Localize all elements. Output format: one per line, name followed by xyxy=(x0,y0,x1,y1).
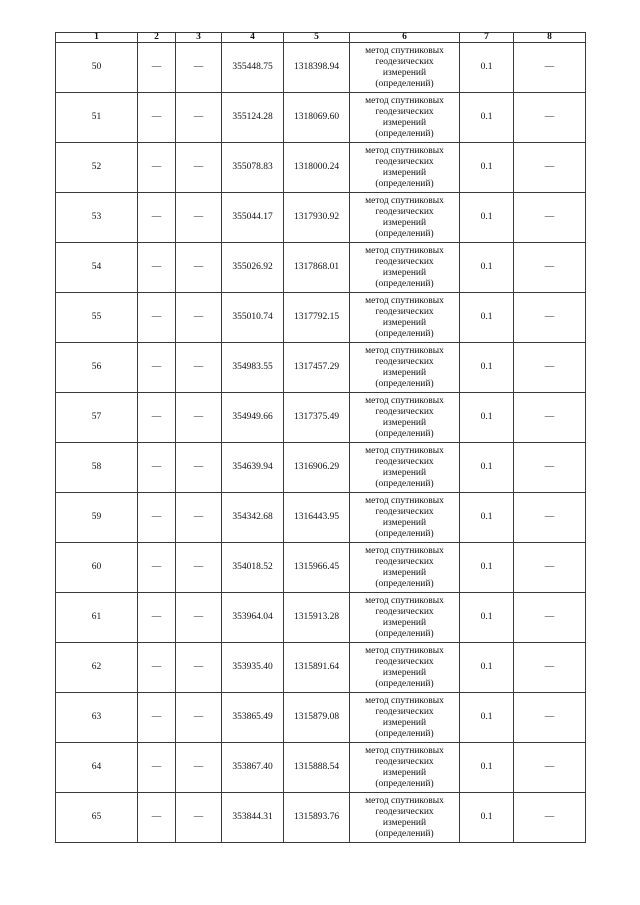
method-cell xyxy=(350,793,460,843)
col-8-cell: — xyxy=(514,293,586,343)
method-line: измерений xyxy=(382,267,427,278)
y-coordinate-cell: 1317792.15 xyxy=(284,293,350,343)
col-8-cell: — xyxy=(514,43,586,93)
point-number-cell: 60 xyxy=(56,543,138,593)
x-coordinate-cell: 354949.66 xyxy=(222,393,284,443)
header-col-6: 6 xyxy=(350,33,460,43)
col-8-cell: — xyxy=(514,393,586,443)
table-row xyxy=(56,293,586,343)
method-line: метод спутниковых xyxy=(365,245,444,256)
method-line: метод спутниковых xyxy=(365,95,444,106)
x-coordinate-cell: 355044.17 xyxy=(222,193,284,243)
col-3-cell: — xyxy=(176,143,222,193)
point-number-cell: 62 xyxy=(56,643,138,693)
x-coordinate-cell: 354639.94 xyxy=(222,443,284,493)
x-coordinate-cell: 353964.04 xyxy=(222,593,284,643)
accuracy-cell: 0.1 xyxy=(460,143,514,193)
table-row xyxy=(56,193,586,243)
col-3-cell: — xyxy=(176,193,222,243)
x-coordinate-cell: 355010.74 xyxy=(222,293,284,343)
method-line: (определений) xyxy=(375,128,434,139)
y-coordinate-cell: 1318000.24 xyxy=(284,143,350,193)
method-cell xyxy=(350,493,460,543)
col-8-cell: — xyxy=(514,443,586,493)
point-number-cell: 52 xyxy=(56,143,138,193)
col-8-cell: — xyxy=(514,743,586,793)
accuracy-cell: 0.1 xyxy=(460,543,514,593)
col-2-cell: — xyxy=(138,393,176,443)
method-line: (определений) xyxy=(375,628,434,639)
method-line: измерений xyxy=(382,467,427,478)
method-line: метод спутниковых xyxy=(365,545,444,556)
col-2-cell: — xyxy=(138,43,176,93)
col-3-cell: — xyxy=(176,593,222,643)
accuracy-cell: 0.1 xyxy=(460,43,514,93)
accuracy-cell: 0.1 xyxy=(460,593,514,643)
method-line: измерений xyxy=(382,217,427,228)
col-8-cell: — xyxy=(514,93,586,143)
y-coordinate-cell: 1315893.76 xyxy=(284,793,350,843)
method-cell xyxy=(350,543,460,593)
col-8-cell: — xyxy=(514,193,586,243)
method-cell xyxy=(350,143,460,193)
table-row xyxy=(56,93,586,143)
accuracy-cell: 0.1 xyxy=(460,343,514,393)
table-row xyxy=(56,643,586,693)
method-cell xyxy=(350,743,460,793)
table-row xyxy=(56,493,586,543)
method-line: геодезических xyxy=(375,106,434,117)
table-row xyxy=(56,143,586,193)
method-line: (определений) xyxy=(375,778,434,789)
accuracy-cell: 0.1 xyxy=(460,643,514,693)
method-line: метод спутниковых xyxy=(365,695,444,706)
method-line: измерений xyxy=(382,817,427,828)
table-row xyxy=(56,43,586,93)
col-8-cell: — xyxy=(514,343,586,393)
y-coordinate-cell: 1317457.29 xyxy=(284,343,350,393)
method-cell xyxy=(350,43,460,93)
point-number-cell: 64 xyxy=(56,743,138,793)
method-line: метод спутниковых xyxy=(365,645,444,656)
method-cell xyxy=(350,193,460,243)
col-2-cell: — xyxy=(138,743,176,793)
table-header xyxy=(56,33,586,43)
method-line: измерений xyxy=(382,567,427,578)
col-8-cell: — xyxy=(514,793,586,843)
accuracy-cell: 0.1 xyxy=(460,243,514,293)
accuracy-cell: 0.1 xyxy=(460,793,514,843)
header-col-4: 4 xyxy=(222,33,284,43)
method-line: измерений xyxy=(382,317,427,328)
y-coordinate-cell: 1315966.45 xyxy=(284,543,350,593)
col-2-cell: — xyxy=(138,93,176,143)
method-line: измерений xyxy=(382,617,427,628)
method-line: геодезических xyxy=(375,306,434,317)
col-8-cell: — xyxy=(514,593,586,643)
method-line: (определений) xyxy=(375,78,434,89)
method-line: метод спутниковых xyxy=(365,45,444,56)
method-line: измерений xyxy=(382,367,427,378)
accuracy-cell: 0.1 xyxy=(460,493,514,543)
method-line: (определений) xyxy=(375,428,434,439)
method-line: метод спутниковых xyxy=(365,445,444,456)
method-line: геодезических xyxy=(375,656,434,667)
method-line: геодезических xyxy=(375,456,434,467)
x-coordinate-cell: 355124.28 xyxy=(222,93,284,143)
method-line: геодезических xyxy=(375,256,434,267)
method-line: метод спутниковых xyxy=(365,395,444,406)
table-row xyxy=(56,793,586,843)
col-2-cell: — xyxy=(138,193,176,243)
method-line: (определений) xyxy=(375,678,434,689)
accuracy-cell: 0.1 xyxy=(460,193,514,243)
method-line: метод спутниковых xyxy=(365,295,444,306)
point-number-cell: 53 xyxy=(56,193,138,243)
accuracy-cell: 0.1 xyxy=(460,293,514,343)
method-line: (определений) xyxy=(375,828,434,839)
method-cell xyxy=(350,593,460,643)
y-coordinate-cell: 1317375.49 xyxy=(284,393,350,443)
method-line: метод спутниковых xyxy=(365,195,444,206)
accuracy-cell: 0.1 xyxy=(460,693,514,743)
method-line: геодезических xyxy=(375,806,434,817)
x-coordinate-cell: 353935.40 xyxy=(222,643,284,693)
method-line: измерений xyxy=(382,167,427,178)
x-coordinate-cell: 353867.40 xyxy=(222,743,284,793)
col-3-cell: — xyxy=(176,393,222,443)
col-3-cell: — xyxy=(176,543,222,593)
col-8-cell: — xyxy=(514,643,586,693)
col-3-cell: — xyxy=(176,493,222,543)
point-number-cell: 54 xyxy=(56,243,138,293)
point-number-cell: 61 xyxy=(56,593,138,643)
col-2-cell: — xyxy=(138,243,176,293)
method-cell xyxy=(350,343,460,393)
method-cell xyxy=(350,243,460,293)
point-number-cell: 56 xyxy=(56,343,138,393)
method-line: (определений) xyxy=(375,528,434,539)
method-line: геодезических xyxy=(375,606,434,617)
header-col-3: 3 xyxy=(176,33,222,43)
header-row xyxy=(56,33,586,43)
col-2-cell: — xyxy=(138,343,176,393)
point-number-cell: 65 xyxy=(56,793,138,843)
y-coordinate-cell: 1315888.54 xyxy=(284,743,350,793)
coordinates-table xyxy=(55,32,586,843)
method-line: измерений xyxy=(382,117,427,128)
col-3-cell: — xyxy=(176,93,222,143)
table-row xyxy=(56,443,586,493)
method-cell xyxy=(350,393,460,443)
table-row xyxy=(56,243,586,293)
col-3-cell: — xyxy=(176,343,222,393)
method-cell xyxy=(350,643,460,693)
col-2-cell: — xyxy=(138,693,176,743)
x-coordinate-cell: 355078.83 xyxy=(222,143,284,193)
header-col-5: 5 xyxy=(284,33,350,43)
col-3-cell: — xyxy=(176,43,222,93)
y-coordinate-cell: 1318069.60 xyxy=(284,93,350,143)
point-number-cell: 58 xyxy=(56,443,138,493)
x-coordinate-cell: 354342.68 xyxy=(222,493,284,543)
table-row xyxy=(56,393,586,443)
method-line: (определений) xyxy=(375,578,434,589)
point-number-cell: 59 xyxy=(56,493,138,543)
method-line: измерений xyxy=(382,67,427,78)
x-coordinate-cell: 354983.55 xyxy=(222,343,284,393)
col-3-cell: — xyxy=(176,443,222,493)
table-body xyxy=(56,43,586,843)
header-col-2: 2 xyxy=(138,33,176,43)
col-3-cell: — xyxy=(176,793,222,843)
x-coordinate-cell: 353844.31 xyxy=(222,793,284,843)
col-8-cell: — xyxy=(514,693,586,743)
method-line: метод спутниковых xyxy=(365,745,444,756)
point-number-cell: 63 xyxy=(56,693,138,743)
method-line: метод спутниковых xyxy=(365,795,444,806)
method-line: (определений) xyxy=(375,228,434,239)
accuracy-cell: 0.1 xyxy=(460,743,514,793)
point-number-cell: 50 xyxy=(56,43,138,93)
method-line: (определений) xyxy=(375,328,434,339)
col-8-cell: — xyxy=(514,143,586,193)
col-2-cell: — xyxy=(138,443,176,493)
x-coordinate-cell: 353865.49 xyxy=(222,693,284,743)
method-line: геодезических xyxy=(375,706,434,717)
method-line: геодезических xyxy=(375,506,434,517)
y-coordinate-cell: 1316906.29 xyxy=(284,443,350,493)
table-row xyxy=(56,693,586,743)
accuracy-cell: 0.1 xyxy=(460,443,514,493)
method-line: геодезических xyxy=(375,206,434,217)
x-coordinate-cell: 355448.75 xyxy=(222,43,284,93)
method-line: (определений) xyxy=(375,728,434,739)
method-cell xyxy=(350,293,460,343)
accuracy-cell: 0.1 xyxy=(460,393,514,443)
y-coordinate-cell: 1316443.95 xyxy=(284,493,350,543)
method-line: измерений xyxy=(382,767,427,778)
method-cell xyxy=(350,443,460,493)
table-row xyxy=(56,543,586,593)
y-coordinate-cell: 1317930.92 xyxy=(284,193,350,243)
method-line: геодезических xyxy=(375,556,434,567)
method-line: метод спутниковых xyxy=(365,495,444,506)
method-line: (определений) xyxy=(375,478,434,489)
col-8-cell: — xyxy=(514,543,586,593)
point-number-cell: 51 xyxy=(56,93,138,143)
col-2-cell: — xyxy=(138,143,176,193)
table-row xyxy=(56,743,586,793)
col-2-cell: — xyxy=(138,643,176,693)
col-2-cell: — xyxy=(138,543,176,593)
x-coordinate-cell: 355026.92 xyxy=(222,243,284,293)
col-8-cell: — xyxy=(514,243,586,293)
point-number-cell: 55 xyxy=(56,293,138,343)
method-line: геодезических xyxy=(375,356,434,367)
method-line: метод спутниковых xyxy=(365,145,444,156)
header-col-8: 8 xyxy=(514,33,586,43)
method-line: геодезических xyxy=(375,756,434,767)
y-coordinate-cell: 1317868.01 xyxy=(284,243,350,293)
y-coordinate-cell: 1318398.94 xyxy=(284,43,350,93)
method-line: геодезических xyxy=(375,156,434,167)
col-8-cell: — xyxy=(514,493,586,543)
y-coordinate-cell: 1315913.28 xyxy=(284,593,350,643)
method-line: измерений xyxy=(382,717,427,728)
col-3-cell: — xyxy=(176,243,222,293)
header-col-7: 7 xyxy=(460,33,514,43)
table-row xyxy=(56,593,586,643)
col-3-cell: — xyxy=(176,643,222,693)
col-2-cell: — xyxy=(138,293,176,343)
col-2-cell: — xyxy=(138,493,176,543)
method-cell xyxy=(350,93,460,143)
table-row xyxy=(56,343,586,393)
method-cell xyxy=(350,693,460,743)
method-line: геодезических xyxy=(375,406,434,417)
method-line: геодезических xyxy=(375,56,434,67)
method-line: (определений) xyxy=(375,178,434,189)
col-2-cell: — xyxy=(138,793,176,843)
col-3-cell: — xyxy=(176,693,222,743)
y-coordinate-cell: 1315879.08 xyxy=(284,693,350,743)
accuracy-cell: 0.1 xyxy=(460,93,514,143)
col-3-cell: — xyxy=(176,293,222,343)
col-2-cell: — xyxy=(138,593,176,643)
method-line: измерений xyxy=(382,417,427,428)
col-3-cell: — xyxy=(176,743,222,793)
header-col-1: 1 xyxy=(56,33,138,43)
method-line: (определений) xyxy=(375,278,434,289)
method-line: (определений) xyxy=(375,378,434,389)
method-line: метод спутниковых xyxy=(365,595,444,606)
y-coordinate-cell: 1315891.64 xyxy=(284,643,350,693)
method-line: измерений xyxy=(382,667,427,678)
method-line: метод спутниковых xyxy=(365,345,444,356)
method-line: измерений xyxy=(382,517,427,528)
point-number-cell: 57 xyxy=(56,393,138,443)
x-coordinate-cell: 354018.52 xyxy=(222,543,284,593)
